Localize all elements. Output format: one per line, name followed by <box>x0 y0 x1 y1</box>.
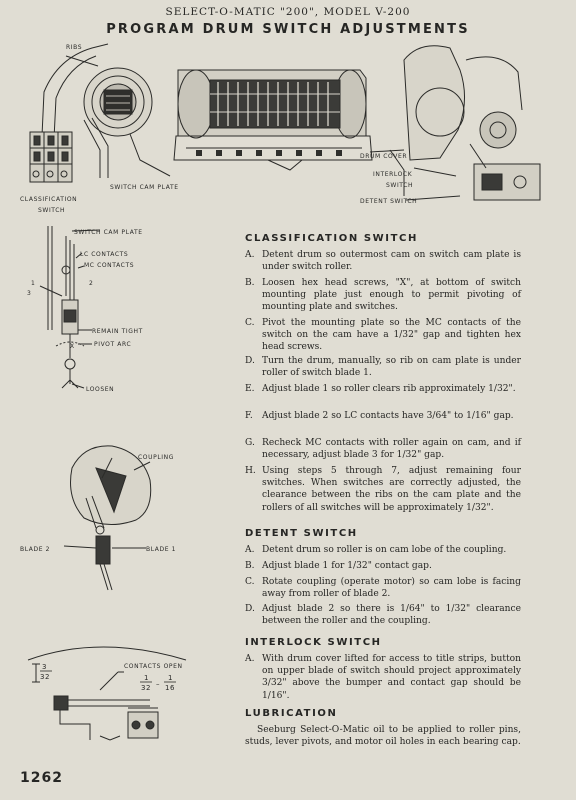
step-letter: A. <box>245 545 255 555</box>
step-text: Loosen hex head screws, "X", at bottom of switch mounting plate just enough to permit pivoting of mounting plate and switches. <box>262 278 521 313</box>
label-contacts-den-2: 16 <box>165 684 176 692</box>
heading-classification-switch: CLASSIFICATION SWITCH <box>245 233 418 244</box>
figure-drum-mechanism <box>30 44 540 200</box>
step-detent-c <box>245 576 521 600</box>
label-lc-contacts: LC CONTACTS <box>80 251 129 258</box>
step-classification-e <box>245 383 521 395</box>
label-mc-contacts: MC CONTACTS <box>84 262 135 269</box>
step-letter: D. <box>245 356 255 366</box>
step-letter: D. <box>245 604 255 614</box>
label-contacts-open: CONTACTS OPEN <box>124 663 183 670</box>
step-text: Recheck MC contacts with roller again on cam, and if necessary, adjust blade 3 for 1/32" gap. <box>262 438 521 461</box>
label-remain-tight: REMAIN TIGHT <box>92 328 143 335</box>
page-number: 1262 <box>20 770 63 786</box>
step-letter: A. <box>245 654 255 664</box>
label-classification: CLASSIFICATION <box>20 196 78 203</box>
label-contacts-num-2: 1 <box>168 674 174 682</box>
running-header: SELECT-O-MATIC "200", MODEL V-200 <box>165 6 411 18</box>
step-letter: E. <box>245 384 255 394</box>
label-switch-cam-plate-2: SWITCH CAM PLATE <box>74 229 143 236</box>
label-interlock-switch: SWITCH <box>386 182 414 189</box>
step-text: Using steps 5 through 7, adjust remaining four switches. When switches are correctly adjusted, the clearance between the ribs on the cam plate and the rollers of all switches will be approximately 1/32". <box>262 466 521 513</box>
step-detent-d <box>245 603 521 627</box>
step-letter: B. <box>245 278 255 288</box>
label-x: X <box>70 343 75 350</box>
step-text: With drum cover lifted for access to title strips, button on upper blade of switch should project approximately 3/32" above the bumper and contact gap should be 1/16". <box>262 654 521 701</box>
step-letter: A. <box>245 250 255 260</box>
lubrication-text: Seeburg Select-O-Matic oil to be applied to roller pins, studs, lever pivots, and motor oil holes in each bearing cap. <box>245 725 521 748</box>
step-classification-c <box>245 317 521 354</box>
label-coupling: COUPLING <box>138 454 174 461</box>
label-interlock: INTERLOCK <box>373 171 413 178</box>
step-letter: F. <box>245 411 253 421</box>
label-frac-num: 3 <box>42 663 48 671</box>
step-detent-b <box>245 560 521 572</box>
step-text: Pivot the mounting plate so the MC contacts of the switch on the cam have a 1/32" gap and tighten hex head screws. <box>262 318 521 353</box>
page-title: PROGRAM DRUM SWITCH ADJUSTMENTS <box>106 22 470 37</box>
step-classification-d <box>245 355 521 379</box>
step-classification-h <box>245 465 521 514</box>
step-letter: B. <box>245 561 255 571</box>
step-letter: G. <box>245 438 255 448</box>
figure-interlock-switch <box>28 647 186 740</box>
label-blade-1: BLADE 1 <box>146 546 177 553</box>
label-detent-switch: DETENT SWITCH <box>360 198 418 205</box>
label-contacts-dash: – <box>156 680 161 688</box>
heading-detent-switch: DETENT SWITCH <box>245 528 358 539</box>
label-loosen: LOOSEN <box>86 386 115 393</box>
label-1: 1 <box>31 280 36 287</box>
step-text: Detent drum so outermost cam on switch cam plate is under switch roller. <box>262 250 521 273</box>
step-text: Detent drum so roller is on cam lobe of the coupling. <box>262 545 507 555</box>
step-letter: C. <box>245 318 255 328</box>
label-drum-cover: DRUM COVER <box>360 153 408 160</box>
step-classification-a <box>245 249 521 273</box>
step-classification-b <box>245 277 521 314</box>
step-text: Adjust blade 2 so LC contacts have 3/64" to 1/16" gap. <box>262 411 514 421</box>
step-text: Rotate coupling (operate motor) so cam lobe is facing away from roller of blade 2. <box>262 577 521 600</box>
label-switch-cam-plate: SWITCH CAM PLATE <box>110 184 179 191</box>
step-classification-g <box>245 437 521 461</box>
label-contacts-den-1: 32 <box>141 684 152 692</box>
label-blade-2: BLADE 2 <box>20 546 51 553</box>
label-2: 2 <box>89 280 94 287</box>
step-text: Turn the drum, manually, so rib on cam plate is under roller of switch blade 1. <box>262 356 521 379</box>
heading-lubrication: LUBRICATION <box>245 708 338 719</box>
label-frac-den: 32 <box>40 673 51 681</box>
step-detent-a <box>245 544 521 556</box>
figure-detent-coupling <box>64 446 151 590</box>
step-classification-f <box>245 410 521 422</box>
label-classification-switch: SWITCH <box>38 207 66 214</box>
step-interlock-a <box>245 653 521 702</box>
label-pivot-arc: PIVOT ARC <box>94 341 132 348</box>
heading-interlock-switch: INTERLOCK SWITCH <box>245 637 382 648</box>
label-ribs: RIBS <box>66 44 83 51</box>
step-letter: C. <box>245 577 255 587</box>
label-contacts-num-1: 1 <box>144 674 150 682</box>
step-text: Adjust blade 1 so roller clears rib approximately 1/32". <box>262 384 516 394</box>
step-text: Adjust blade 1 for 1/32" contact gap. <box>262 561 432 571</box>
step-letter: H. <box>245 466 256 476</box>
step-text: Adjust blade 2 so there is 1/64" to 1/32" clearance between the roller and the coupling. <box>262 604 521 627</box>
label-3: 3 <box>27 290 32 297</box>
